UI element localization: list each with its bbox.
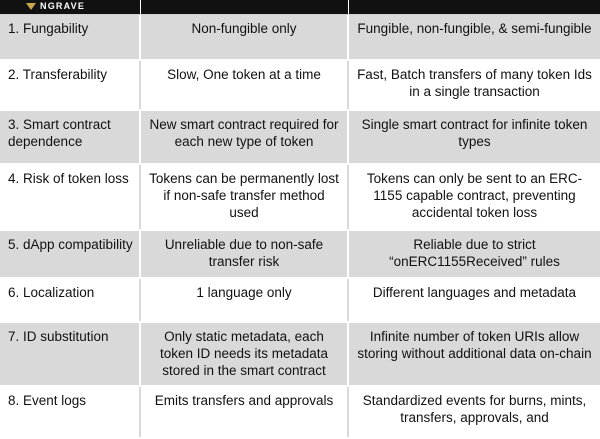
ngrave-logo [26,0,85,15]
feature-cell: 4. Risk of token loss [0,165,141,229]
erc1155-cell: Infinite number of token URIs allow storing without additional data on-chain [357,329,592,361]
feature-cell: 7. ID substitution [0,323,141,385]
header-cell-erc721 [141,0,349,14]
header-cell-feature [0,0,141,14]
table-row [0,61,600,111]
table-row [0,323,600,387]
feature-cell: 2. Transferability [0,61,141,109]
erc721-cell: Emits transfers and approvals [141,387,349,437]
erc1155-cell: Different languages and metadata [372,285,577,300]
feature-cell: 3. Smart contract dependence [0,111,141,163]
table-row [0,231,600,279]
erc1155-cell: Standardized events for burns, mints, transfers, approvals, and [362,393,587,425]
feature-cell: 5. dApp compatibility [0,231,141,277]
erc1155-cell: Fungible, non-fungible, & semi-fungible [357,21,592,36]
logo-text: NGRAVE [40,1,86,11]
feature-cell: 6. Localization [0,279,141,321]
erc1155-cell: Reliable due to strict “onERC1155Received” rules [389,237,560,269]
logo-mark-icon [26,3,36,10]
erc1155-cell: Tokens can only be sent to an ERC-1155 capable contract, preventing accidental token loss [366,171,583,220]
header-cell-erc1155 [349,0,600,14]
erc721-cell: Unreliable due to non-safe transfer risk [141,231,349,277]
erc721-cell: 1 language only [141,279,349,321]
table-row [0,15,600,61]
erc721-cell: Slow, One token at a time [141,61,349,109]
table-header [0,0,600,15]
erc721-cell: Non-fungible only [141,15,349,59]
erc721-cell: New smart contract required for each new type of token [141,111,349,163]
feature-cell: 1. Fungability [0,15,141,59]
table-row [0,111,600,165]
table-row [0,387,600,439]
feature-cell: 8. Event logs [0,387,141,437]
erc721-cell: Only static metadata, each token ID needs its metadata stored in the smart contract [141,323,349,385]
erc721-cell: Tokens can be permanently lost if non-safe transfer method used [141,165,349,229]
table-row [0,165,600,231]
erc1155-cell: Fast, Batch transfers of many token Ids in a single transaction [357,67,592,99]
erc1155-cell: Single smart contract for infinite token types [361,117,588,149]
table-row [0,279,600,323]
